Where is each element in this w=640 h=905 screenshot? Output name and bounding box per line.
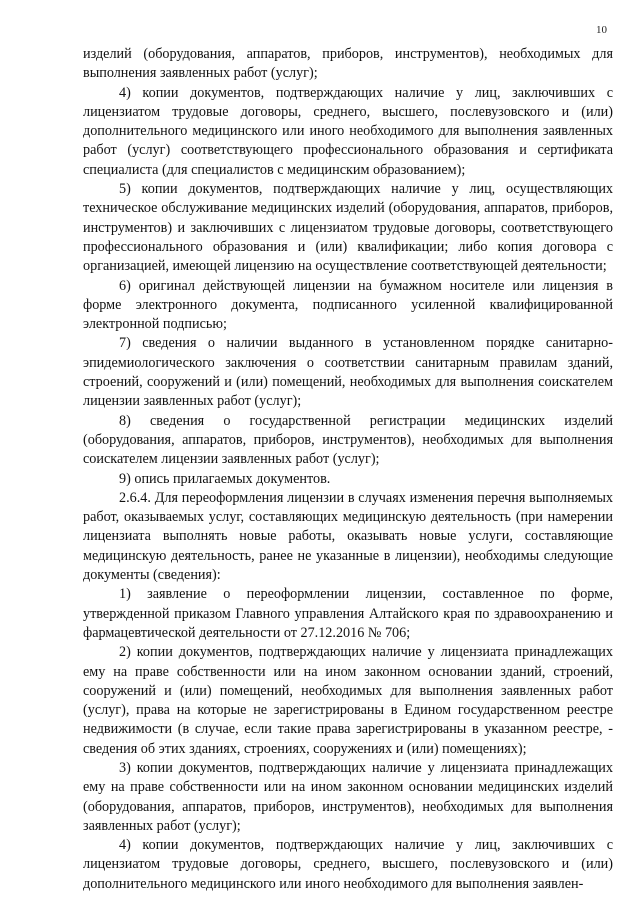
page-number: 10	[596, 24, 607, 36]
paragraph-continuation: изделий (оборудования, аппаратов, приборов, инструментов), необходимых для выполнения заявленных работ (услуг);	[83, 46, 613, 82]
paragraph-item-8: 8) сведения о государственной регистрации медицинских изделий (оборудования, аппаратов, приборов, инструментов), необходимых для выполнения соискателем лицензии заявленных работ (услуг);	[83, 412, 613, 468]
paragraph-section-2-6-4: 2.6.4. Для переоформления лицензии в случаях изменения перечня выполняемых работ, оказываемых услуг, составляющих медицинскую деятельность (при намерении лицензиата выполнять новые работы, оказывать новые услуги, составляющие медицинскую деятельность, ранее не указанные в лицензии), необходимы следующие документы (сведения):	[83, 489, 613, 584]
document-body	[83, 45, 613, 894]
paragraph-sub-item-2: 2) копии документов, подтверждающих наличие у лицензиата принадлежащих ему на праве собственности или на ином законном основании зданий, строений, сооружений и (или) помещений, необходимых для выполнения заявленных работ (услуг), права на которые не зарегистрированы в Едином государственном реестре недвижимости (в случае, если такие права зарегистрированы в указанном реестре, - сведения об этих зданиях, строениях, сооружениях и (или) помещениях);	[83, 644, 613, 757]
paragraph-sub-item-3: 3) копии документов, подтверждающих наличие у лицензиата принадлежащих ему на праве собственности или на ином законном основании медицинских изделий (оборудования, аппаратов, приборов, инструментов), необходимых для выполнения заявленных работ (услуг);	[83, 759, 613, 834]
paragraph-sub-item-1: 1) заявление о переоформлении лицензии, составленное по форме, утвержденной приказом Главного управления Алтайского края по здравоохранению и фармацевтической деятельности от 27.12.2016 № 706;	[83, 586, 613, 641]
paragraph-item-5: 5) копии документов, подтверждающих наличие у лиц, осуществляющих техническое обслуживание медицинских изделий (оборудования, аппаратов, приборов, инструментов) и заключивших с лицензиатом трудовые договоры, соответствующего профессионального образования и (или) квалификации; либо копия договора с организацией, имеющей лицензию на осуществление соответствующей деятельности;	[83, 181, 613, 275]
paragraph-item-9: 9) опись прилагаемых документов.	[119, 470, 331, 487]
paragraph-sub-item-4: 4) копии документов, подтверждающих наличие у лиц, заключивших с лицензиатом трудовые договоры, среднего, высшего, послевузовского и (или) дополнительного медицинского или иного необходимого для выполнения заявлен-	[83, 837, 613, 892]
paragraph-item-6: 6) оригинал действующей лицензии на бумажном носителе или лицензия в форме электронного документа, подписанного усиленной квалифицированной электронной подписью;	[83, 277, 613, 333]
paragraph-item-7: 7) сведения о наличии выданного в установленном порядке санитарно-эпидемиологического заключения о соответствии санитарным правилам зданий, строений, сооружений и (или) помещений, необходимых для выполнения соискателем лицензии заявленных работ (услуг);	[83, 335, 613, 410]
paragraph-item-4: 4) копии документов, подтверждающих наличие у лиц, заключивших с лицензиатом трудовые договоры, среднего, высшего, послевузовского и (или) дополнительного медицинского или иного необходимого для выполнения заявленных работ (услуг) соответствующего профессионального образования и сертификата специалиста (для специалистов с медицинским образованием);	[83, 84, 613, 178]
